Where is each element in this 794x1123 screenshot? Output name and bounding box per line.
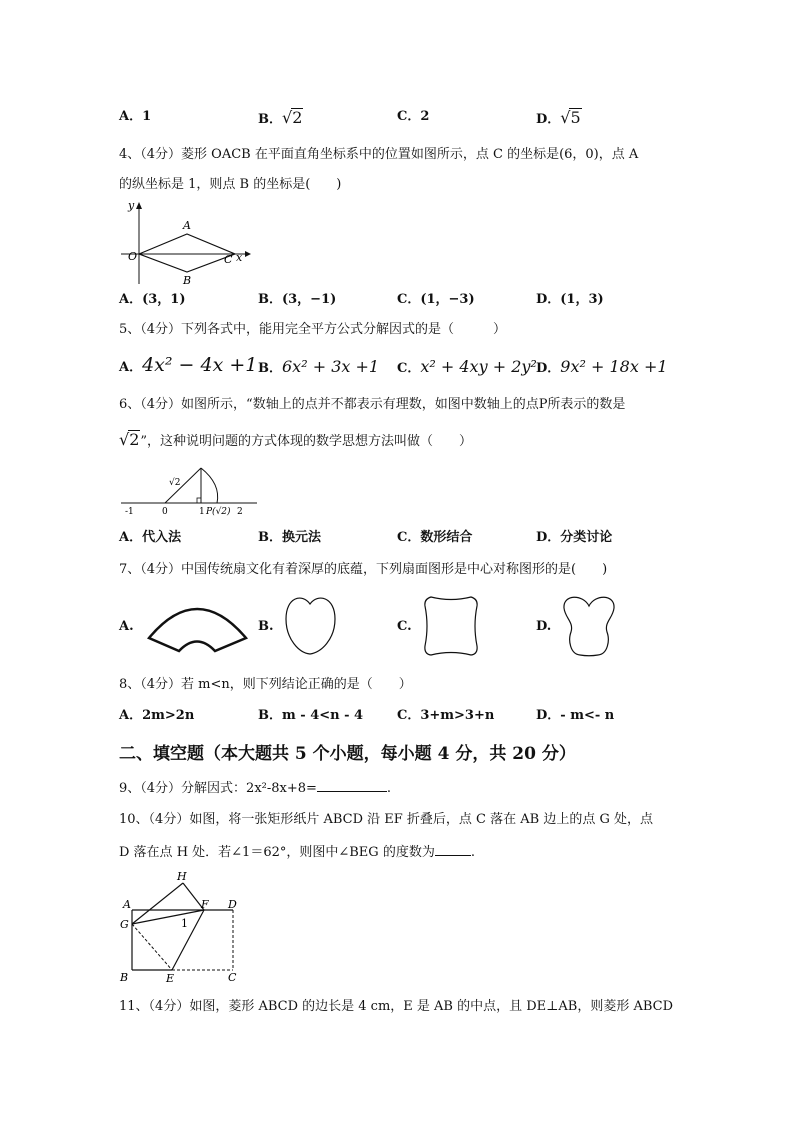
q7-option-b-label: B. [258, 619, 274, 634]
q6-stem-line2: √2”，这种说明问题的方式体现的数学思想方法叫做（ ） [119, 430, 473, 449]
label-angle-1: 1 [181, 917, 188, 930]
q3-option-d: D．√5 [536, 108, 581, 127]
fold-line-ef [172, 910, 204, 970]
q3-option-b: B．√2 [258, 108, 303, 127]
q4-option-a: A．(3，1) [119, 292, 186, 307]
label-c: C [224, 253, 233, 266]
q7-option-c-label: C. [397, 619, 412, 634]
q4-stem-line2: 的纵坐标是 1，则点 B 的坐标是( ) [119, 177, 342, 192]
peach-outline [286, 598, 335, 654]
q7-fan-shape-d [558, 592, 620, 660]
q3-option-a: A．1 [119, 109, 152, 124]
q6-option-a: A．代入法 [119, 530, 182, 545]
q8-stem: 8、（4分）若 m<n，则下列结论正确的是（ ） [119, 677, 412, 692]
rounded-rect-outline [425, 597, 477, 655]
q8-option-d: D．- m<- n [536, 708, 615, 723]
label-a: A [183, 219, 191, 232]
x-axis-arrow [245, 251, 251, 257]
q11-stem-line1: 11、（4分）如图，菱形 ABCD 的边长是 4 cm，E 是 AB 的中点，且 DE⊥AB，则菱形 ABCD [119, 999, 673, 1014]
q7-option-d-label: D. [536, 619, 552, 634]
q7-fan-shape-c [421, 594, 481, 658]
tick-one: 1 [199, 507, 205, 517]
q10-folding-figure [115, 866, 245, 986]
q7-option-a-label: A. [119, 619, 134, 634]
q10-answer-blank[interactable] [435, 843, 471, 856]
y-axis-arrow [136, 202, 142, 209]
q5-option-c: C．x² + 4xy + 2y² [397, 357, 537, 376]
label-y: y [128, 199, 135, 212]
q6-option-d: D．分类讨论 [536, 530, 613, 545]
label-h: H [177, 870, 187, 883]
tick-zero: 0 [162, 507, 168, 517]
label-e: E [166, 972, 175, 985]
q4-option-b: B．(3，−1) [258, 292, 337, 307]
q6-number-line-figure [117, 460, 267, 520]
fan-sector [149, 609, 246, 651]
q4-stem-line1: 4、（4分）菱形 OACB 在平面直角坐标系中的位置如图所示，点 C 的坐标是(6，0)，点 A [119, 147, 639, 162]
edge-gh [132, 883, 183, 924]
segment-ge-dashed [132, 924, 172, 970]
q4-rhombus-figure [117, 198, 257, 288]
q6-option-c: C．数形结合 [397, 530, 473, 545]
label-x: x [236, 251, 243, 264]
tick-two: 2 [237, 507, 243, 517]
q9-stem: 9、（4分）分解因式：2x²-8x+8= . [119, 781, 392, 796]
q8-option-b: B．m - 4<n - 4 [258, 708, 364, 723]
q7-fan-shape-b [283, 593, 338, 658]
compass-arc [201, 468, 218, 503]
q5-option-a: A．4x² − 4x +1 [119, 354, 258, 376]
label-d: D [228, 898, 237, 911]
segment-gf [132, 910, 204, 924]
label-b: B [120, 971, 129, 984]
q5-option-d: D．9x² + 18x +1 [536, 357, 668, 376]
q7-stem: 7、（4分）中国传统扇文化有着深厚的底蕴，下列扇面图形是中心对称图形的是( ) [119, 562, 608, 577]
label-sqrt2: √2 [169, 478, 181, 488]
q8-option-c: C．3+m>3+n [397, 708, 495, 723]
q6-option-b: B．换元法 [258, 530, 321, 545]
label-p: P(√2) [206, 507, 231, 517]
label-o: O [128, 250, 138, 263]
q5-stem: 5、（4分）下列各式中，能用完全平方公式分解因式的是（ ） [119, 322, 507, 337]
tick-minus-one: -1 [125, 507, 134, 517]
q9-answer-blank[interactable] [317, 779, 387, 792]
right-angle-mark [197, 498, 201, 503]
q6-stem-line1: 6、（4分）如图所示，“数轴上的点并不都表示有理数，如图中数轴上的点P所表示的数是 [119, 397, 626, 412]
q8-option-a: A．2m>2n [119, 708, 195, 723]
section-2-heading: 二、填空题（本大题共 5 个小题，每小题 4 分，共 20 分） [119, 744, 576, 764]
label-b: B [183, 274, 192, 287]
q4-option-d: D．(1，3) [536, 292, 604, 307]
rhombus-oacb [139, 234, 235, 272]
label-c: C [228, 971, 237, 984]
label-g: G [120, 918, 129, 931]
q3-option-c: C．2 [397, 109, 430, 124]
q10-stem-line1: 10、（4分）如图，将一张矩形纸片 ABCD 沿 EF 折叠后，点 C 落在 AB 边上的点 G 处，点 [119, 812, 653, 827]
q7-fan-shape-a [145, 590, 250, 658]
q5-option-b: B．6x² + 3x +1 [258, 357, 380, 376]
flower-outline [564, 597, 614, 656]
q10-stem-line2: D 落在点 H 处．若∠1＝62°，则图中∠BEG 的度数为 . [119, 845, 475, 860]
q4-option-c: C．(1，−3) [397, 292, 475, 307]
label-a: A [123, 898, 131, 911]
label-f: F [201, 898, 209, 911]
